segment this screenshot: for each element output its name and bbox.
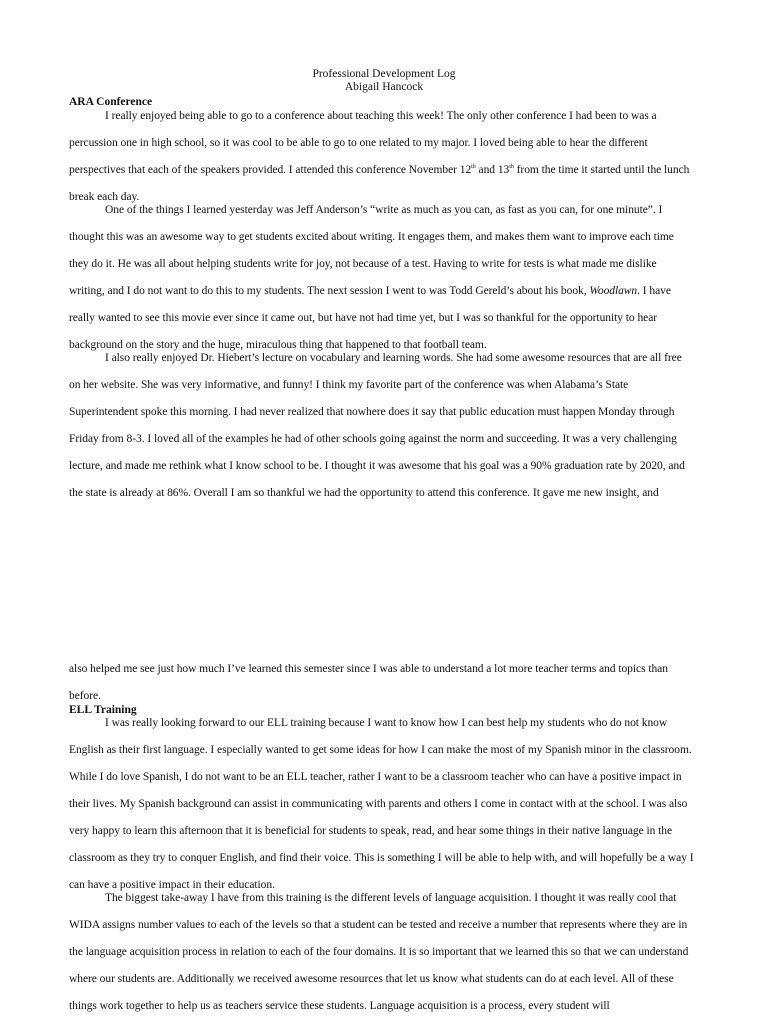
paragraph-ell-takeaway: The biggest take-away I have from this training is the different levels of language acquisition. I thought it was really cool that WIDA assigns number values to each of the levels so that a student can be tested and receive a number that represents where they are in the language acquisition process in relation to each of the four domains. It is so important that we learned this so that we can understand where our students are. Additionally we received awesome resources that let us know what students can do at each level. All of these things work together to help us as teachers service these students. Language acquisition is a process, every student will xyxy=(69,892,689,1012)
paragraph-text: . I have really wanted to see this movie ever since it came out, but have not had time yet, but I was so thankful for the opportunity to hear background on the story and the huge, miraculous thing that happened to that football team. xyxy=(69,285,671,351)
paragraph-ara-hiebert: I also really enjoyed Dr. Hiebert’s lecture on vocabulary and learning words. She had some awesome resources that are all free on her website. She was very informative, and funny! I think my favorite part of the conference was when Alabama’s State Superintendent spoke this morning. I had never realized that nowhere does it say that public education must happen Monday through Friday from 8-3. I loved all of the examples he had of other schools going against the norm and succeeding. It was a very challenging lecture, and made me rethink what I know school to be. I thought it was awesome that his goal was a 90% graduation rate by 2020, and the state is already at 86%. Overall I am so thankful we had the opportunity to attend this conference. It gave me new insight, and xyxy=(69,352,685,499)
paragraph-ara-continued: also helped me see just how much I’ve learned this semester since I was able to understand a lot more teacher terms and topics than before. xyxy=(69,663,668,702)
document-title: Professional Development Log xyxy=(312,68,456,80)
ordinal-suffix: th xyxy=(471,164,476,171)
paragraph-text: One of the things I learned yesterday was Jeff Anderson’s “write as much as you can, as fast as you can, for one minute”. I thought this was an awesome way to get students excited about writing. It engages them, and makes them want to improve each time they do it. He was all about helping students write for joy, not because of a test. Having to write for tests is what made me dislike writing, and I do not want to do this to my students. The next session I went to was Todd Gereld’s about his book, xyxy=(69,204,674,297)
document-header xyxy=(0,68,768,94)
paragraph-ara-anderson xyxy=(69,197,695,359)
paragraph-ara-intro xyxy=(69,103,695,211)
paragraph-text: and 13 xyxy=(475,164,510,176)
book-title: Woodlawn xyxy=(589,285,638,297)
paragraph-text: from the time it started until the lunch break each day. xyxy=(69,164,690,203)
paragraph-text: I really enjoyed being able to go to a conference about teaching this week! The only other conference I had been to was a percussion one in high school, so it was cool to be able to go to one related to my major. I loved being able to hear the different perspectives that each of the speakers provided. I attended this conference November 12 xyxy=(69,110,657,176)
section-heading-ara-conference: ARA Conference xyxy=(69,96,153,108)
section-heading-ell-training: ELL Training xyxy=(69,704,137,716)
paragraph-ell-intro: I was really looking forward to our ELL training because I want to know how I can best help my students who do not know English as their first language. I especially wanted to get some ideas for how I can make the most of my Spanish minor in the classroom. While I do love Spanish, I do not want to be an ELL teacher, rather I want to be a classroom teacher who can have a positive impact in their lives. My Spanish background can assist in communicating with parents and others I come in contact with at the school. I was also very happy to learn this afternoon that it is beneficial for students to speak, read, and hear some things in their native language in the classroom as they try to conquer English, and find their voice. This is something I will be able to help with, and will hopefully be a way I can have a positive impact in their education. xyxy=(69,717,694,891)
document-author: Abigail Hancock xyxy=(344,81,424,93)
ordinal-suffix: th xyxy=(509,164,514,171)
